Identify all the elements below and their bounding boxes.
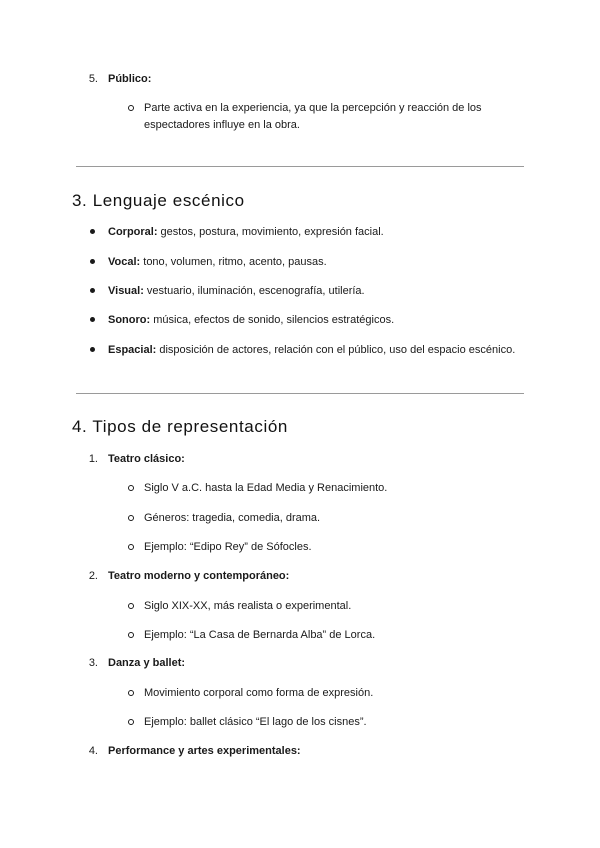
hollow-bullet-icon xyxy=(128,105,134,111)
paragraph-line: Parte activa en la experiencia, ya que la percepción y reacción de los xyxy=(144,102,482,114)
paragraph-line: espectadores influye en la obra. xyxy=(144,119,300,131)
list-item-title: Teatro moderno y contemporáneo: xyxy=(108,570,290,582)
list-item: Corporal: gestos, postura, movimiento, expresión facial. xyxy=(108,226,384,238)
list-item: Visual: vestuario, iluminación, escenografía, utilería. xyxy=(108,285,365,297)
hollow-bullet-icon xyxy=(128,544,134,550)
bullet-icon xyxy=(90,317,95,322)
list-item: Sonoro: música, efectos de sonido, silencios estratégicos. xyxy=(108,314,395,326)
list-item-title: Danza y ballet: xyxy=(108,657,186,669)
sub-list-item: Ejemplo: ballet clásico “El lago de los cisnes”. xyxy=(144,716,367,728)
list-item-title: Teatro clásico: xyxy=(108,453,185,465)
list-number: 5. xyxy=(88,73,98,85)
bullet-icon xyxy=(90,229,95,234)
sub-list-item: Ejemplo: “La Casa de Bernarda Alba” de Lorca. xyxy=(144,629,376,641)
list-item-title: Performance y artes experimentales: xyxy=(108,745,301,757)
hollow-bullet-icon xyxy=(128,719,134,725)
list-number: 2. xyxy=(88,570,98,582)
hollow-bullet-icon xyxy=(128,690,134,696)
bullet-icon xyxy=(90,259,95,264)
hollow-bullet-icon xyxy=(128,515,134,521)
list-item: Espacial: disposición de actores, relación con el público, uso del espacio escénico. xyxy=(108,344,516,356)
list-item: Vocal: tono, volumen, ritmo, acento, pausas. xyxy=(108,256,327,268)
sub-list-item: Movimiento corporal como forma de expresión. xyxy=(144,687,374,699)
hollow-bullet-icon xyxy=(128,603,134,609)
section-heading: 3. Lenguaje escénico xyxy=(72,191,245,210)
divider xyxy=(76,166,524,167)
sub-list-item: Siglo XIX-XX, más realista o experimental. xyxy=(144,600,352,612)
divider xyxy=(76,393,524,394)
list-number: 4. xyxy=(88,745,98,757)
sub-list-item: Ejemplo: “Edipo Rey” de Sófocles. xyxy=(144,541,312,553)
bullet-icon xyxy=(90,288,95,293)
list-number: 1. xyxy=(88,453,98,465)
bullet-icon xyxy=(90,347,95,352)
list-item-title: Público: xyxy=(108,73,152,85)
sub-list-item: Géneros: tragedia, comedia, drama. xyxy=(144,512,321,524)
hollow-bullet-icon xyxy=(128,632,134,638)
section-heading: 4. Tipos de representación xyxy=(72,417,288,436)
list-number: 3. xyxy=(88,657,98,669)
sub-list-item: Siglo V a.C. hasta la Edad Media y Renacimiento. xyxy=(144,482,388,494)
hollow-bullet-icon xyxy=(128,485,134,491)
